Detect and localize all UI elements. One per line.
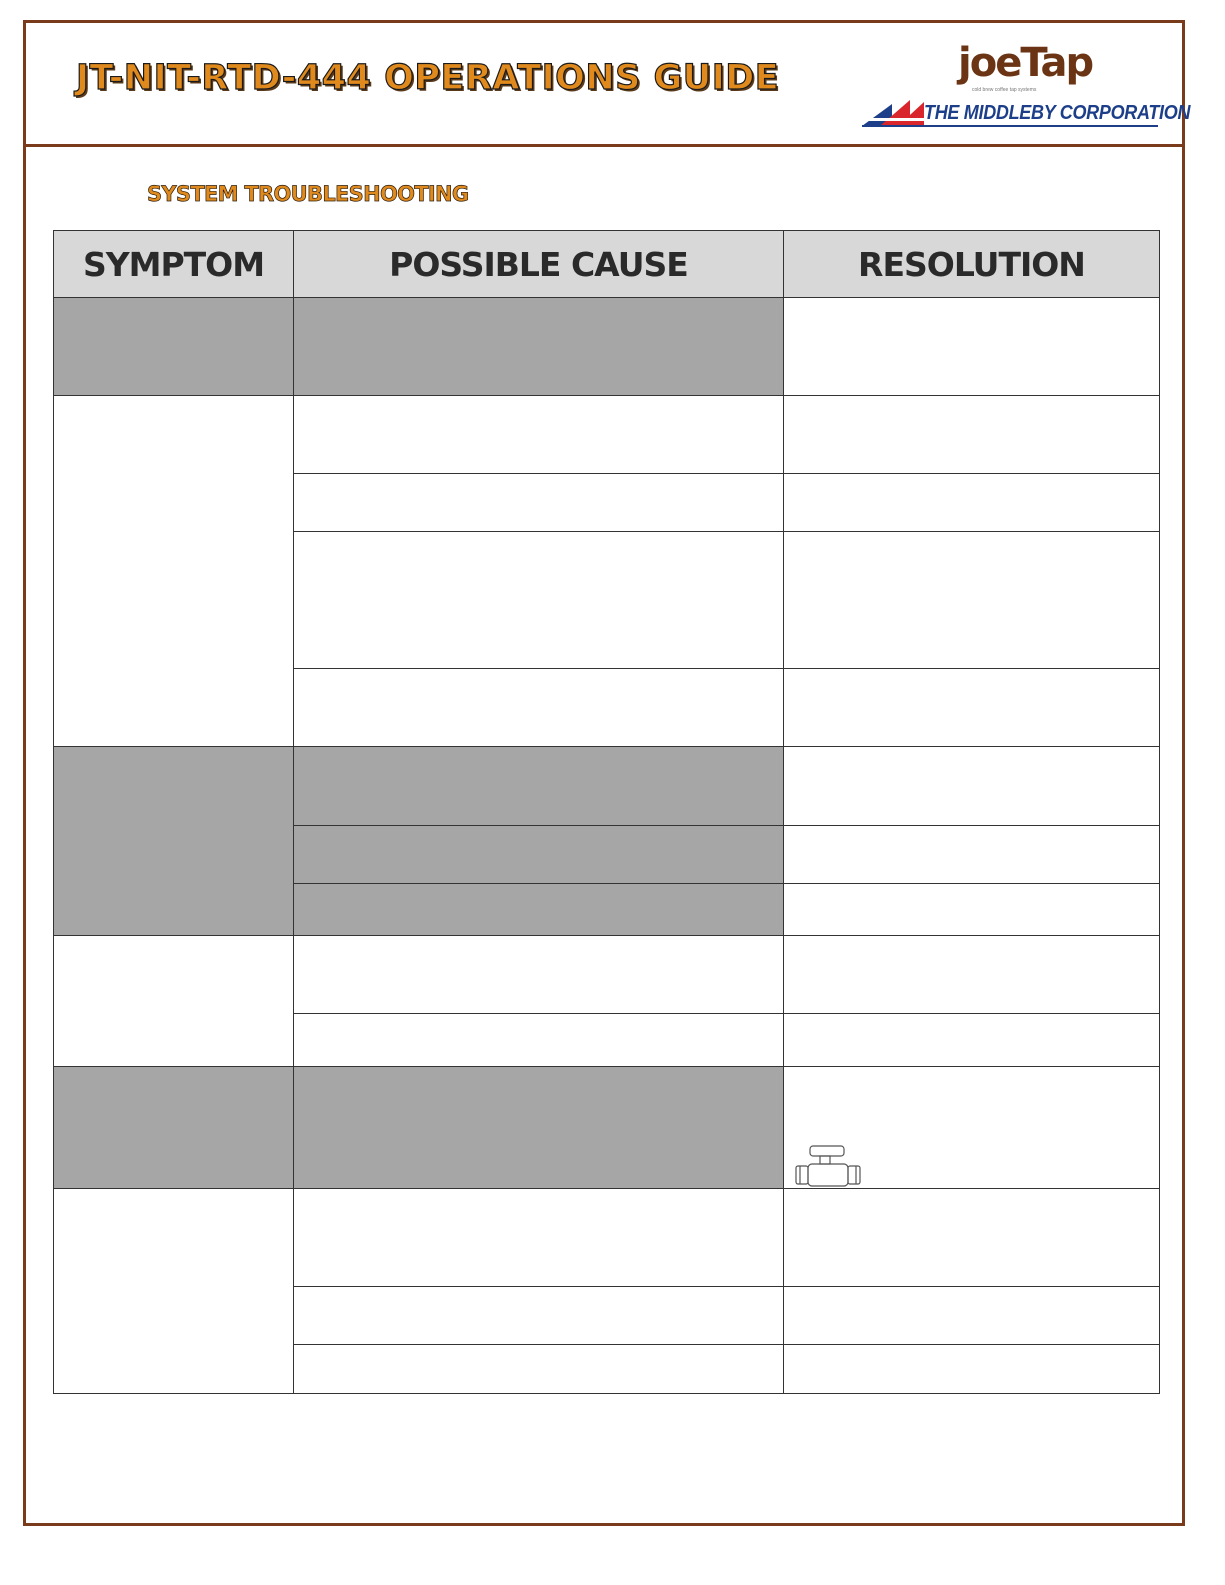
table-row	[54, 936, 1160, 1014]
cause-cell	[294, 1287, 784, 1345]
symptom-cell	[54, 396, 294, 747]
joetap-logo	[862, 40, 1191, 130]
column-header-possible-cause: POSSIBLE CAUSE	[294, 231, 784, 298]
header-divider	[23, 144, 1185, 147]
table-row	[54, 1189, 1160, 1287]
symptom-cell	[54, 1189, 294, 1394]
cause-cell	[294, 298, 784, 396]
cause-cell	[294, 669, 784, 747]
cause-cell	[294, 532, 784, 669]
troubleshooting-table	[53, 230, 1160, 1394]
cause-cell	[294, 936, 784, 1014]
resolution-cell	[784, 826, 1160, 884]
column-header-resolution: RESOLUTION	[784, 231, 1160, 298]
resolution-cell	[784, 747, 1160, 826]
logo-wordmark: joeTap	[958, 40, 1093, 86]
cause-cell	[294, 747, 784, 826]
cause-cell	[294, 396, 784, 474]
resolution-cell	[784, 1014, 1160, 1067]
resolution-cell	[784, 1287, 1160, 1345]
cause-cell	[294, 1345, 784, 1394]
table-row	[54, 747, 1160, 826]
resolution-cell	[784, 884, 1160, 936]
corporation-name: THE MIDDLEBY CORPORATION	[924, 100, 1191, 124]
ball-valve-icon	[794, 1144, 866, 1190]
table-row	[54, 396, 1160, 474]
cause-cell	[294, 826, 784, 884]
logo-underline	[862, 125, 1158, 127]
cause-cell	[294, 1067, 784, 1189]
cause-cell	[294, 884, 784, 936]
column-header-symptom: SYMPTOM	[54, 231, 294, 298]
resolution-cell	[784, 669, 1160, 747]
cause-cell	[294, 474, 784, 532]
table-row	[54, 298, 1160, 396]
resolution-cell	[784, 936, 1160, 1014]
resolution-cell	[784, 1345, 1160, 1394]
cause-cell	[294, 1014, 784, 1067]
resolution-cell	[784, 298, 1160, 396]
document-title: JT-NIT-RTD-444 OPERATIONS GUIDE	[76, 58, 780, 98]
middleby-flag-icon	[862, 96, 926, 126]
resolution-cell	[784, 396, 1160, 474]
section-title: SYSTEM TROUBLESHOOTING	[147, 182, 469, 206]
symptom-cell	[54, 747, 294, 936]
logo-tagline: cold brew coffee tap systems	[972, 87, 1037, 93]
resolution-cell	[784, 1189, 1160, 1287]
cause-cell	[294, 1189, 784, 1287]
resolution-cell	[784, 474, 1160, 532]
symptom-cell	[54, 298, 294, 396]
table-header-row	[54, 231, 1160, 298]
table-row	[54, 1067, 1160, 1189]
symptom-cell	[54, 1067, 294, 1189]
resolution-cell	[784, 532, 1160, 669]
symptom-cell	[54, 936, 294, 1067]
